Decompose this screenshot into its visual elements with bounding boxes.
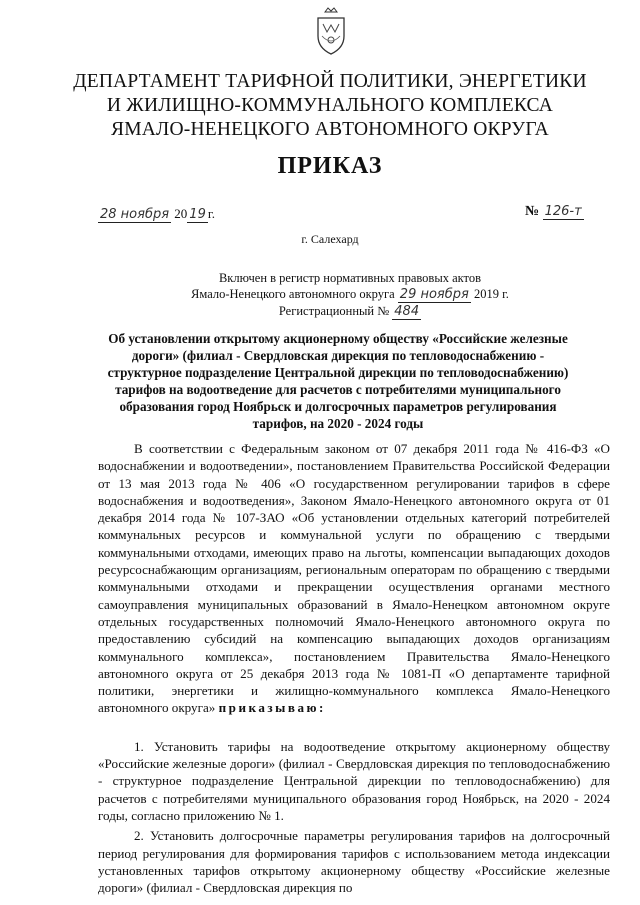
order-body [98,440,610,896]
registration-number-label: Регистрационный № [278,304,390,318]
number-label: № [525,204,540,219]
registration-stamp [170,270,530,320]
order-date [98,206,215,222]
registration-line-2 [170,286,530,303]
department-line-2: И ЖИЛИЩНО-КОММУНАЛЬНОГО КОМПЛЕКСА [106,95,554,116]
year-suffix: г. [207,206,215,221]
order-title: Об установлении открытому акционерному обществу «Российские железные дороги» (филиал - Свердловская дирекция по тепловодоснабжению - структурное подразделение Центральной дирекции по тепловодоснабжению) тарифов на водоотведение для расчетов с потребителями муниципального образования город Ноябрьск и долгосрочных параметров регулирования тарифов, на 2020 - 2024 годы [107,331,569,431]
registration-year: 2019 г. [473,287,509,301]
item-2-paragraph: 2. Установить долгосрочные параметры регулирования тарифов на долгосрочный период регулирования для формирования тарифов с использованием метода индексации установленных тарифов открытому акционерному обществу «Российские железные дороги» (филиал - Свердловская дирекция по [98,828,610,896]
document-type-heading: ПРИКАЗ [277,153,383,179]
order-number [525,204,584,220]
registration-line-3 [170,303,530,320]
coat-of-arms-icon [314,6,348,56]
department-line-1: ДЕПАРТАМЕНТ ТАРИФНОЙ ПОЛИТИКИ, ЭНЕРГЕТИКИ [73,71,587,92]
handwritten-year: 19 [189,207,206,222]
department-name [60,70,600,142]
order-word: приказываю: [218,700,326,716]
city: г. Салехард [301,232,359,246]
registration-line-1: Включен в регистр нормативных правовых актов [218,271,482,285]
preamble-paragraph [98,440,610,717]
year-prefix: 20 [174,206,188,221]
department-line-3: ЯМАЛО-НЕНЕЦКОГО АВТОНОМНОГО ОКРУГА [111,119,549,140]
registration-handwritten-date: 29 ноября [399,287,469,302]
registration-handwritten-number: 484 [394,304,420,319]
handwritten-date: 28 ноября [100,207,170,222]
item-1-paragraph: 1. Установить тарифы на водоотведение открытому акционерному обществу «Российские железные дороги» (филиал - Свердловская дирекция по тепловодоснабжению - структурное подразделение Центральной дирекции по тепловодоснабжению) для расчетов с потребителями муниципального образования город Ноябрьск, на 2020 - 2024 годы, согласно приложению № 1. [98,738,610,823]
handwritten-number: 126-т [544,204,582,219]
registration-region: Ямало-Ненецкого автономного округа [191,287,395,301]
preamble-text: В соответствии с Федеральным законом от 07 декабря 2011 года № 416-ФЗ «О водоснабжении и водоотведении», постановлением Правительства Российской Федерации от 13 мая 2013 года № 406 «О государственном регулировании тарифов в сфере водоснабжения и водоотведения», Законом Ямало-Ненецкого автономного округа от 01 декабря 2014 года № 107-ЗАО «Об установлении отдельных категорий потребителей коммунальных ресурсов и коммунальной услуги по обращению с твердыми коммунальными отходами, имеющих право на льготы, компенсации выпадающих доходов ресурсоснабжающим организациям, региональным операторам по обращению с твердыми коммунальными отходами и прекращении осуществления органами местного самоуправления муниципальных образований в Ямало-Ненецком автономном округе отдельных государственных полномочий Ямало-Ненецкого автономного округа по предоставлению субсидий на компенсацию выпадающих доходов организациям коммунального комплекса», постановлением Правительства Ямало-Ненецкого автономного округа от 25 декабря 2013 года № 1081-П «О департаменте тарифной политики, энергетики и жилищно-коммунального комплекса Ямало-Ненецкого автономного округа» [98,441,610,716]
